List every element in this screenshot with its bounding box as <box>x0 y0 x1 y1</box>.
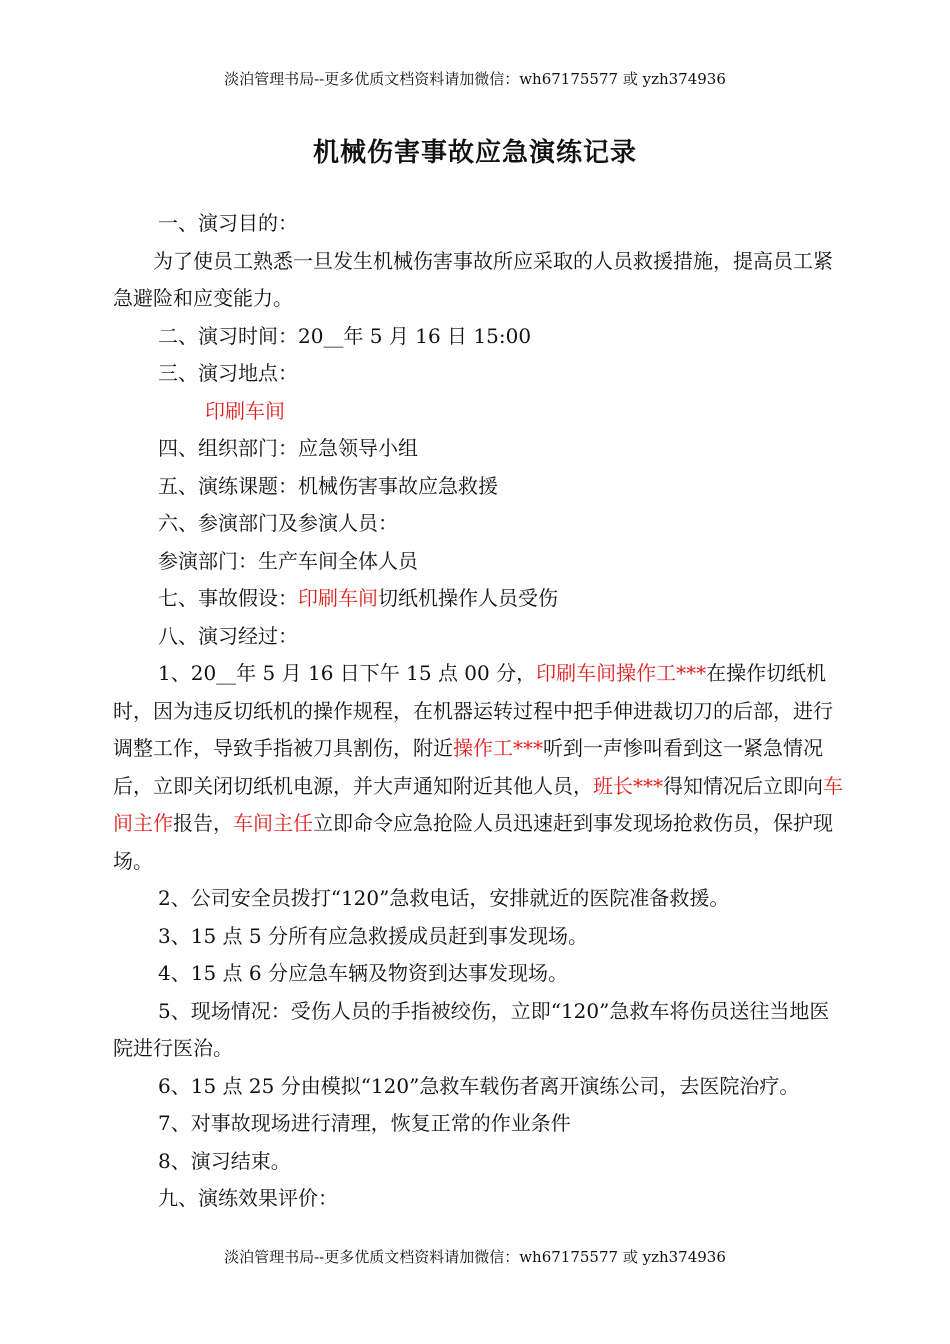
step1-operator: 印刷车间操作工*** <box>536 661 707 685</box>
step1-team-leader: 班长*** <box>593 773 663 798</box>
process-step-1 <box>113 655 843 880</box>
process-step-3: 3、15 点 5 分所有应急救援成员赶到事发现场。 <box>158 923 588 948</box>
step1-time: 1、20__年 5 月 16 日下午 15 点 00 分， <box>158 661 537 685</box>
step1-text-3: 得知情况后立即向 <box>663 773 823 798</box>
section-participants-text: 参演部门：生产车间全体人员 <box>158 548 418 573</box>
section-participants-heading: 六、参演部门及参演人员： <box>158 511 398 535</box>
section-organizer: 四、组织部门：应急领导小组 <box>158 436 418 460</box>
process-step-2: 2、公司安全员拨打“120”急救电话，安排就近的医院准备救援。 <box>158 886 730 910</box>
step1-text-2: 听到一声惨叫看到这一紧急情况后，立即关闭切纸机电源，并大声通知附近其他人员， <box>113 736 823 798</box>
process-step-8: 8、演习结束。 <box>158 1148 291 1173</box>
step1-text-4: 报告， <box>173 811 233 835</box>
section-time: 二、演习时间：20__年 5 月 16 日 15:00 <box>158 323 532 348</box>
section-location-heading: 三、演习地点： <box>158 361 298 385</box>
section-evaluation-heading: 九、演练效果评价： <box>158 1186 338 1210</box>
step1-text-5: 立即命令应急抢险人员迅速赶到事发现场抢救伤员，保护现场。 <box>113 811 833 873</box>
step1-text-1: 在操作切纸机时，因为违反切纸机的操作规程，在机器运转过程中把手伸进裁切刀的后部，进行调整工作，导致手指被刀具割伤，附近 <box>113 661 833 760</box>
process-step-6: 6、15 点 25 分由模拟“120”急救车载伤者离开演练公司，去医院治疗。 <box>158 1073 800 1098</box>
page-footer: 淡泊管理书局--更多优质文档资料请加微信：wh67175577 或 yzh374936 <box>224 1248 726 1266</box>
page-header: 淡泊管理书局--更多优质文档资料请加微信：wh67175577 或 yzh374936 <box>224 70 726 88</box>
process-step-5: 5、现场情况：受伤人员的手指被绞伤，立即“120”急救车将伤员送往当地医院进行医治。 <box>113 998 830 1060</box>
assumption-prefix: 七、事故假设： <box>158 586 298 610</box>
assumption-suffix: 切纸机操作人员受伤 <box>378 586 558 610</box>
step1-nearby-operator: 操作工*** <box>453 736 543 760</box>
section-purpose-text: 为了使员工熟悉一旦发生机械伤害事故所应采取的人员救援措施，提高员工紧急避险和应变能力。 <box>113 248 833 310</box>
process-step-4: 4、15 点 6 分应急车辆及物资到达事发现场。 <box>158 961 568 985</box>
document-title: 机械伤害事故应急演练记录 <box>312 138 637 168</box>
process-step-7: 7、对事故现场进行清理，恢复正常的作业条件 <box>158 1111 571 1135</box>
step1-workshop-head: 车间主作 <box>113 773 843 835</box>
section-location-value: 印刷车间 <box>205 398 285 423</box>
section-topic: 五、演练课题：机械伤害事故应急救援 <box>158 473 498 498</box>
section-accident-assumption <box>113 580 843 618</box>
assumption-location: 印刷车间 <box>298 586 378 610</box>
section-process-heading: 八、演习经过： <box>158 623 298 648</box>
step1-workshop-director: 车间主任 <box>233 811 313 835</box>
section-purpose-heading: 一、演习目的： <box>158 211 298 235</box>
document-body <box>113 205 843 1218</box>
